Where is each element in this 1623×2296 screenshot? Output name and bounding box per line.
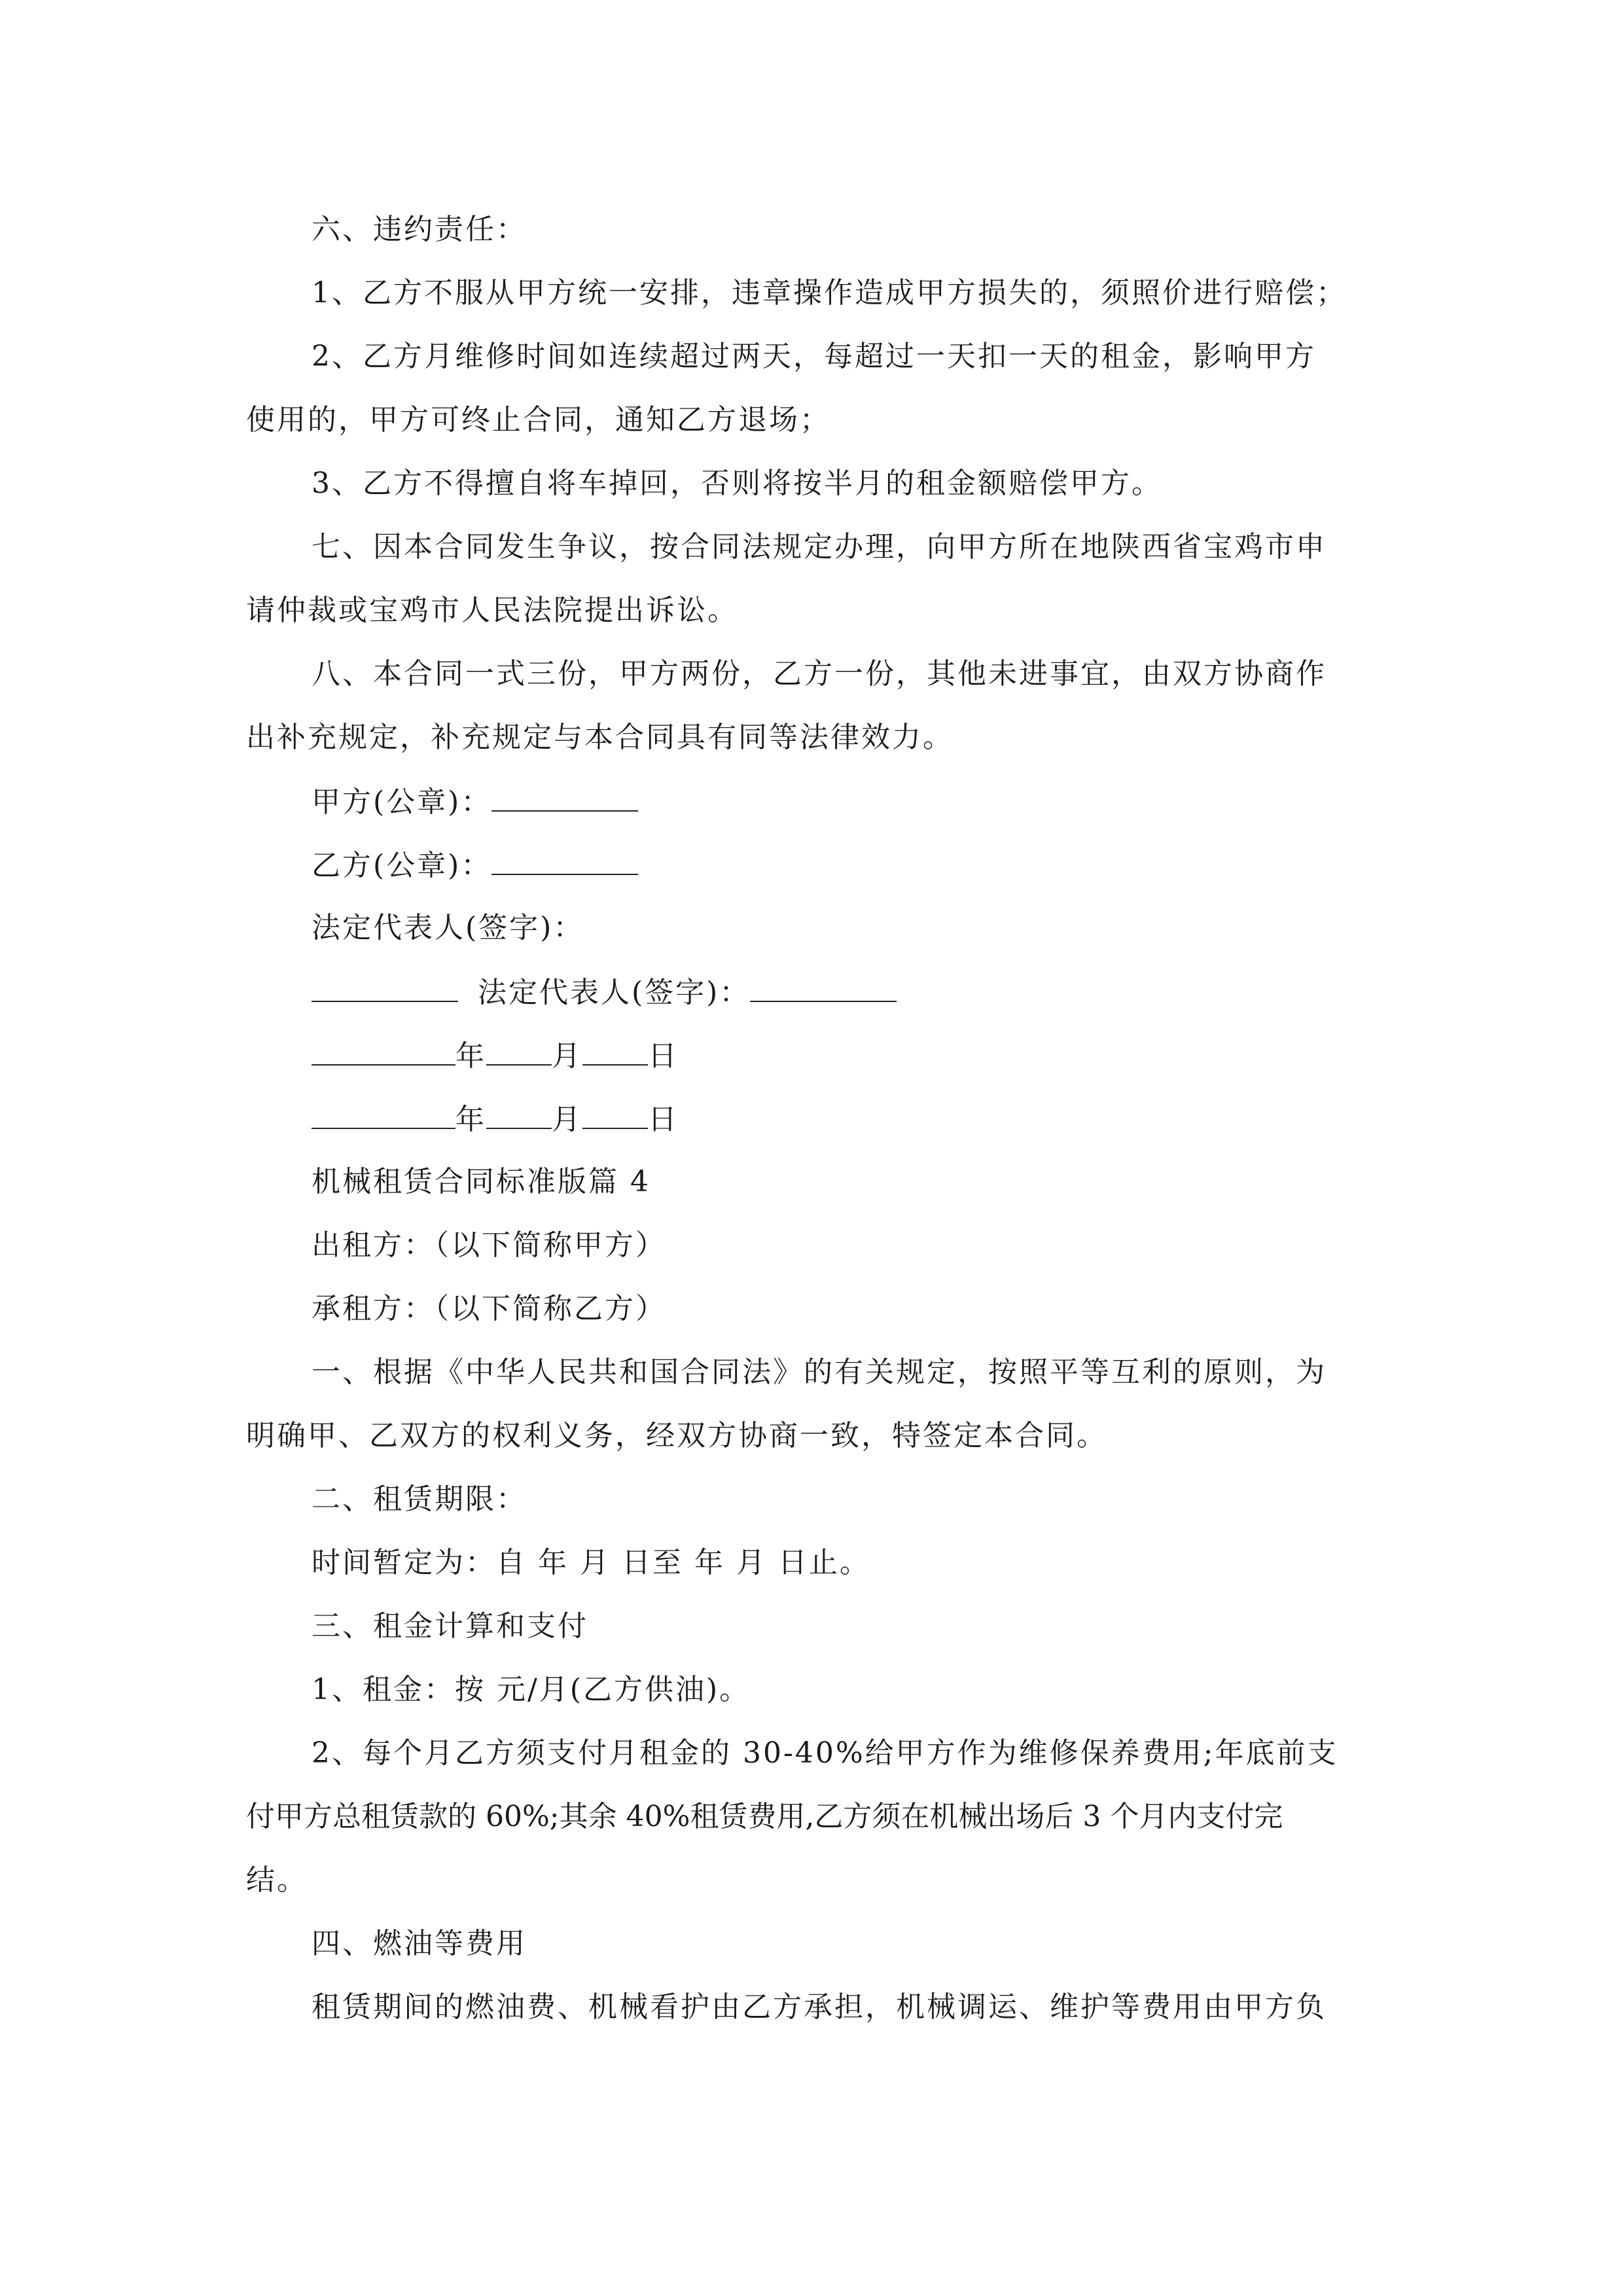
day-label: 日 [648,1103,679,1136]
month-blank [486,1099,552,1129]
paragraph-line: 1、租金：按 元/月(乙方供油)。 [312,1673,751,1706]
signature-blank [312,972,458,1002]
paragraph-line: 八、本合同一式三份，甲方两份，乙方一份，其他未进事宜，由双方协商作 [312,657,1327,691]
paragraph-line: 一、根据《中华人民共和国合同法》的有关规定，按照平等互利的原则，为 [312,1355,1327,1389]
party-b-seal-label: 乙方(公章)： [312,849,492,882]
section-heading-3: 三、租金计算和支付 [312,1609,588,1643]
section-heading-4: 四、燃油等费用 [312,1927,527,1960]
signature-blank [750,972,897,1002]
paragraph-line: 七、因本合同发生争议，按合同法规定办理，向甲方所在地陕西省宝鸡市申 [312,530,1327,564]
year-blank [312,1035,455,1066]
paragraph-line: 1、乙方不服从甲方统一安排，违章操作造成甲方损失的，须照价进行赔偿； [312,276,1347,310]
month-label: 月 [552,1039,582,1073]
year-label: 年 [455,1039,486,1073]
paragraph-line: 明确甲、乙双方的权利义务，经双方协商一致，特签定本合同。 [246,1419,1107,1452]
year-label: 年 [455,1103,486,1136]
day-label: 日 [648,1039,679,1073]
day-blank [582,1035,648,1066]
section-heading-6: 六、违约责任： [312,213,527,246]
paragraph-line: 使用的，甲方可终止合同，通知乙方退场； [246,403,830,437]
date-line [312,1035,1385,1076]
paragraph-line: 时间暂定为：自 年 月 日至 年 月 日止。 [312,1546,870,1579]
party-a-seal-line [312,781,1385,822]
month-label: 月 [552,1103,582,1136]
legal-rep-label: 法定代表人(签字)： [478,976,751,1009]
lessor-line: 出租方：（以下简称甲方） [312,1229,666,1262]
lessee-line: 承租方：（以下简称乙方） [312,1292,666,1325]
paragraph-line: 结。 [246,1863,308,1897]
legal-rep-line: 法定代表人(签字)： [312,911,584,944]
paragraph-line: 2、乙方月维修时间如连续超过两天，每超过一天扣一天的租金，影响甲方 [312,340,1316,373]
paragraph-line: 出补充规定，补充规定与本合同具有同等法律效力。 [246,721,954,754]
contract-title: 机械租赁合同标准版篇 4 [312,1165,651,1198]
paragraph-line: 租赁期间的燃油费、机械看护由乙方承担，机械调运、维护等费用由甲方负 [312,1990,1327,2024]
month-blank [486,1035,552,1066]
paragraph-line: 请仲裁或宝鸡市人民法院提出诉讼。 [246,594,738,627]
day-blank [582,1099,648,1129]
signature-blank [491,845,638,875]
year-blank [312,1099,455,1129]
party-a-seal-label: 甲方(公章)： [312,785,492,819]
date-line [312,1099,1385,1139]
party-b-seal-line [312,845,1385,886]
signature-blank [491,781,638,812]
paragraph-line: 3、乙方不得擅自将车掉回，否则将按半月的租金额赔偿甲方。 [312,467,1162,500]
legal-rep-line-2 [312,972,1385,1013]
paragraph-line: 2、每个月乙方须支付月租金的 30-40%给甲方作为维修保养费用;年底前支 [312,1736,1338,1770]
paragraph-line: 付甲方总租赁款的 60%;其余 40%租赁费用,乙方须在机械出场后 3 个月内支付完 [246,1800,1283,1833]
section-heading-2: 二、租赁期限： [312,1482,527,1516]
